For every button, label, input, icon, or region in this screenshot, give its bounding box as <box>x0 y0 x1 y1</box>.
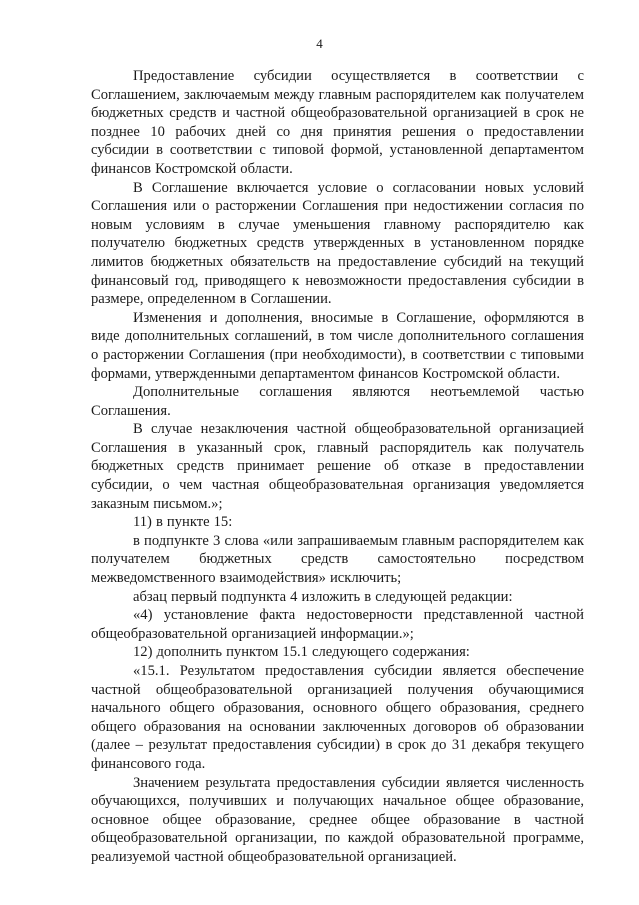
paragraph-item-11: 11) в пункте 15: <box>133 514 233 531</box>
paragraph-agreement-changes: Изменения и дополнения, вносимые в Соглашение, оформляются в виде дополнительных соглашений, в том числе дополнительного соглашения о расторжении Соглашения (при необходимости), в соответствии с типовыми формами, утвержденными департаментом финансов Костромской области. <box>91 309 584 382</box>
paragraph-point-15-1: «15.1. Результатом предоставления субсидии является обеспечение частной общеобразовательной организацией получения обучающимися начального общего образования, основного общего образования, среднего общего образования на основании заключенных договоров об образовании (далее – результат предоставления субсидии) в срок до 31 декабря текущего финансового года. <box>91 663 584 772</box>
paragraph-non-conclusion: В случае незаключения частной общеобразовательной организацией Соглашения в указанный срок, главный распорядитель как получатель бюджетных средств принимает решение об отказе в предоставлении субсидии, о чем частная общеобразовательная организация уведомляется заказным письмом.»; <box>91 421 584 512</box>
paragraph-subitem-4-intro: абзац первый подпункта 4 изложить в следующей редакции: <box>133 588 513 605</box>
page-number: 4 <box>316 36 323 51</box>
paragraph-subitem-3: в подпункте 3 слова «или запрашиваемым главным распорядителем как получателем бюджетных средств самостоятельно посредством межведомственного взаимодействия» исключить; <box>91 532 584 587</box>
paragraph-result-value: Значением результата предоставления субсидии является численность обучающихся, получивших и получающих начальное общее образование, основное общее образование, среднее общее образование в частной общеобразовательной организации, по каждой образовательной программе, реализуемой частной общеобразовательной организацией. <box>91 774 584 865</box>
paragraph-subitem-4-text: «4) установление факта недостоверности представленной частной общеобразовательной организацией информации.»; <box>91 607 584 642</box>
paragraph-subsidy-agreement: Предоставление субсидии осуществляется в соответствии с Соглашением, заключаемым между главным распорядителем как получателем бюджетных средств и частной общеобразовательной организацией в срок не позднее 10 рабочих дней со дня принятия решения о предоставлении субсидии в соответствии с типовой формой, установленной департаментом финансов Костромской области. <box>91 68 584 177</box>
paragraph-additional-agreements: Дополнительные соглашения являются неотъемлемой частью Соглашения. <box>91 384 584 419</box>
document-body <box>91 67 584 867</box>
paragraph-agreement-conditions: В Соглашение включается условие о согласовании новых условий Соглашения или о расторжении Соглашения при недостижении согласия по новым условиям в случае уменьшения главному распорядителю как получателю бюджетных средств утвержденных в установленном порядке лимитов бюджетных обязательств на предоставление субсидий на текущий финансовый год, приводящего к невозможности предоставления субсидии в размере, определенном в Соглашении. <box>91 179 584 308</box>
paragraph-item-12: 12) дополнить пунктом 15.1 следующего содержания: <box>133 644 470 661</box>
